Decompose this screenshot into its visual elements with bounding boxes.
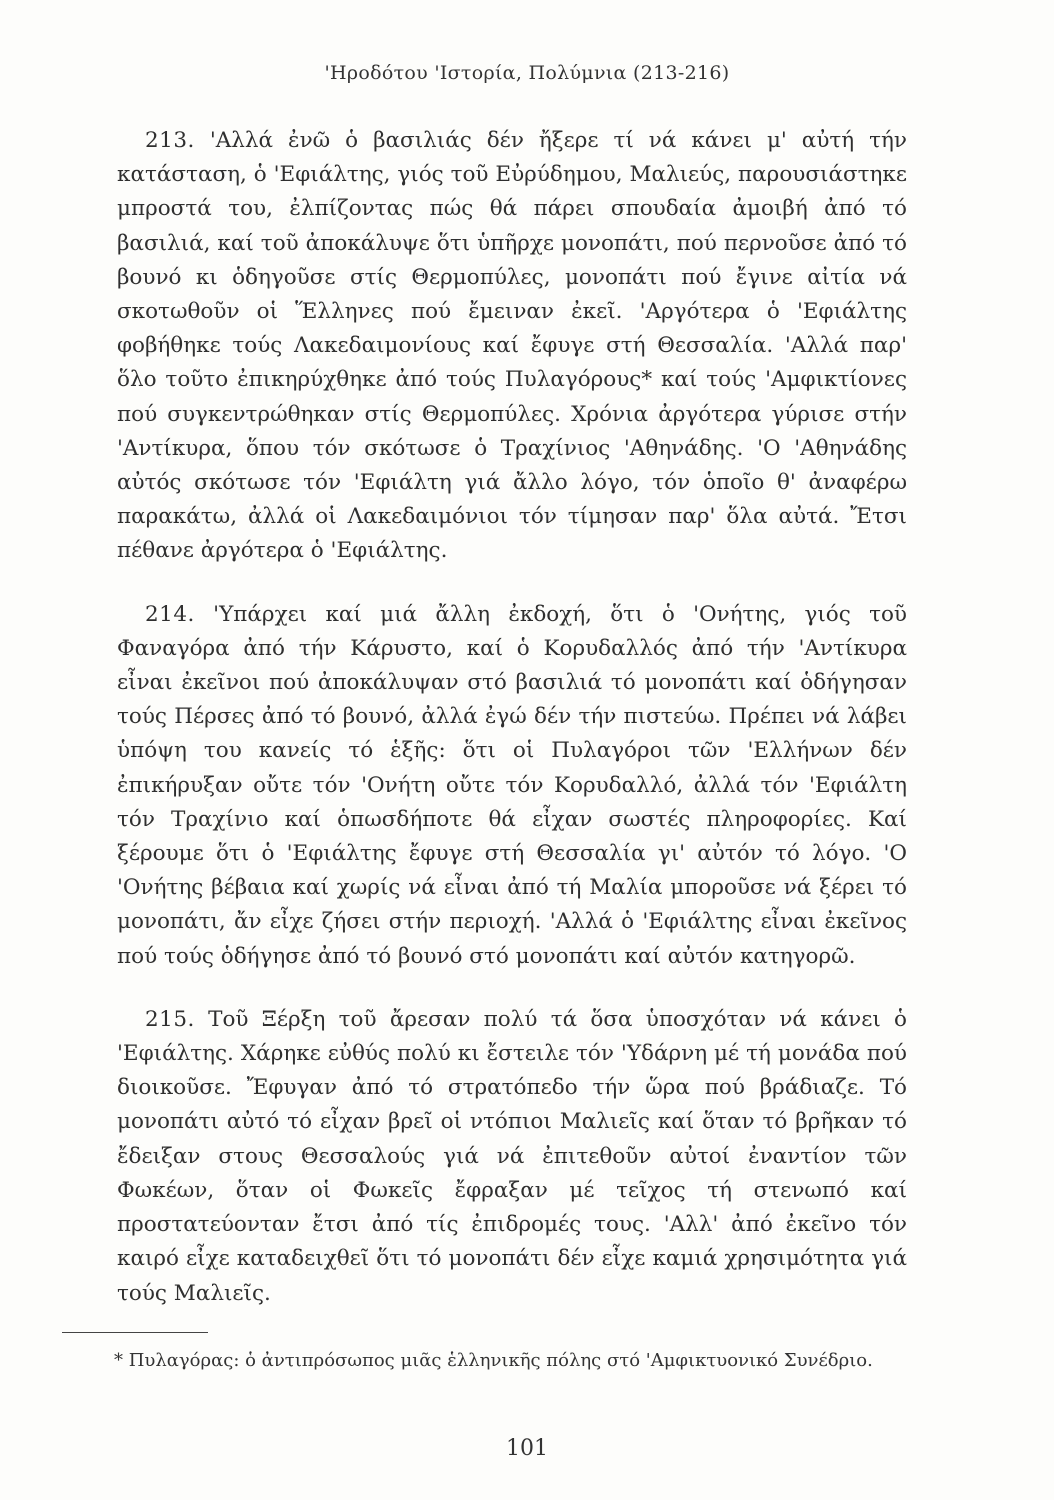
footnote: * Πυλαγόρας: ὁ ἀντιπρόσωπος μιᾶς ἑλληνικῆς πόλης στό 'Αμφικτυονικό Συνέδριο. [114,1350,873,1371]
paragraph-215 [117,1003,907,1311]
paragraph-number: 214. [145,601,195,627]
paragraph-text: Τοῦ Ξέρξη τοῦ ἄρεσαν πολύ τά ὅσα ὑποσχόταν νά κάνει ὁ 'Εφιάλτης. Χάρηκε εὐθύς πολύ κι ἔστειλε τόν 'Υδάρνη μέ τή μονάδα πού διοικοῦσε. Ἔφυγαν ἀπό τό στρατόπεδο τήν ὥρα πού βράδιαζε. Τό μονοπάτι αὐτό τό εἶχαν βρεῖ οἱ ντόπιοι Μαλιεῖς καί ὅταν τό βρῆκαν τό ἔδειξαν στους Θεσσαλούς γιά νά ἐπιτεθοῦν αὐτοί ἐναντίον τῶν Φωκέων, ὅταν οἱ Φωκεῖς ἔφραξαν μέ τεῖχος τή στενωπό καί προστατεύονταν ἔτσι ἀπό τίς ἐπιδρομές τους. 'Αλλ' ἀπό ἐκεῖνο τόν καιρό εἶχε καταδειχθεῖ ὅτι τό μονοπάτι δέν εἶχε καμιά χρησιμότητα γιά τούς Μαλιεῖς. [117,1006,907,1306]
page-number: 101 [506,1436,548,1461]
paragraph-214 [117,598,907,974]
paragraph-text: 'Υπάρχει καί μιά ἄλλη ἐκδοχή, ὅτι ὁ 'Ονήτης, γιός τοῦ Φαναγόρα ἀπό τήν Κάρυστο, καί ὁ Κορυδαλλός ἀπό τήν 'Αντίκυρα εἶναι ἐκεῖνοι πού ἀποκάλυψαν στό βασιλιά τό μονοπάτι καί ὁδήγησαν τούς Πέρσες ἀπό τό βουνό, ἀλλά ἐγώ δέν τήν πιστεύω. Πρέπει νά λάβει ὑπόψη του κανείς τό ἑξῆς: ὅτι οἱ Πυλαγόροι τῶν 'Ελλήνων δέν ἐπικήρυξαν οὔτε τόν 'Ονήτη οὔτε τόν Κορυδαλλό, ἀλλά τόν 'Εφιάλτη τόν Τραχίνιο καί ὁπωσδήποτε θά εἶχαν σωστές πληροφορίες. Καί ξέρουμε ὅτι ὁ 'Εφιάλτης ἔφυγε στή Θεσσαλία γι' αὐτόν τό λόγο. 'Ο 'Ονήτης βέβαια καί χωρίς νά εἶναι ἀπό τή Μαλία μποροῦσε νά ξέρει τό μονοπάτι, ἄν εἶχε ζήσει στήν περιοχή. 'Αλλά ὁ 'Εφιάλτης εἶναι ἐκεῖνος πού τούς ὁδήγησε ἀπό τό βουνό στό μονοπάτι καί αὐτόν κατηγορῶ. [117,601,907,969]
paragraph-number: 213. [145,128,195,153]
paragraph-text: 'Αλλά ἐνῶ ὁ βασιλιάς δέν ἤξερε τί νά κάνει μ' αὐτή τήν κατάσταση, ὁ 'Εφιάλτης, γιός τοῦ Εὐρύδημου, Μαλιεύς, παρουσιάστηκε μπροστά του, ἐλπίζοντας πώς θά πάρει σπουδαία ἀμοιβή ἀπό τό βασιλιά, καί τοῦ ἀποκάλυψε ὅτι ὑπῆρχε μονοπάτι, πού περνοῦσε ἀπό τό βουνό κι ὁδηγοῦσε στίς Θερμοπύλες, μονοπάτι πού ἔγινε αἰτία νά σκοτωθοῦν οἱ Ἕλληνες πού ἔμειναν ἐκεῖ. 'Αργότερα ὁ 'Εφιάλτης φοβήθηκε τούς Λακεδαιμονίους καί ἔφυγε στή Θεσσαλία. 'Αλλά παρ' ὅλο τοῦτο ἐπικηρύχθηκε ἀπό τούς Πυλαγόρους* καί τούς 'Αμφικτίονες πού συγκεντρώθηκαν στίς Θερμοπύλες. Χρόνια ἀργότερα γύρισε στήν 'Αντίκυρα, ὅπου τόν σκότωσε ὁ Τραχίνιος 'Αθηνάδης. 'Ο 'Αθηνάδης αὐτός σκότωσε τόν 'Εφιάλτη γιά ἄλλο λόγο, τόν ὁποῖο θ' ἀναφέρω παρακάτω, ἀλλά οἱ Λακεδαιμόνιοι τόν τίμησαν παρ' ὅλα αὐτά. Ἔτσι πέθανε ἀργότερα ὁ 'Εφιάλτης. [117,128,907,564]
paragraph-number: 215. [145,1006,195,1032]
paragraph-213 [117,124,907,569]
footnote-divider [62,1332,208,1333]
running-head: 'Ηροδότου 'Ιστορία, Πολύμνια (213-216) [324,62,730,84]
body-text [117,124,907,1311]
